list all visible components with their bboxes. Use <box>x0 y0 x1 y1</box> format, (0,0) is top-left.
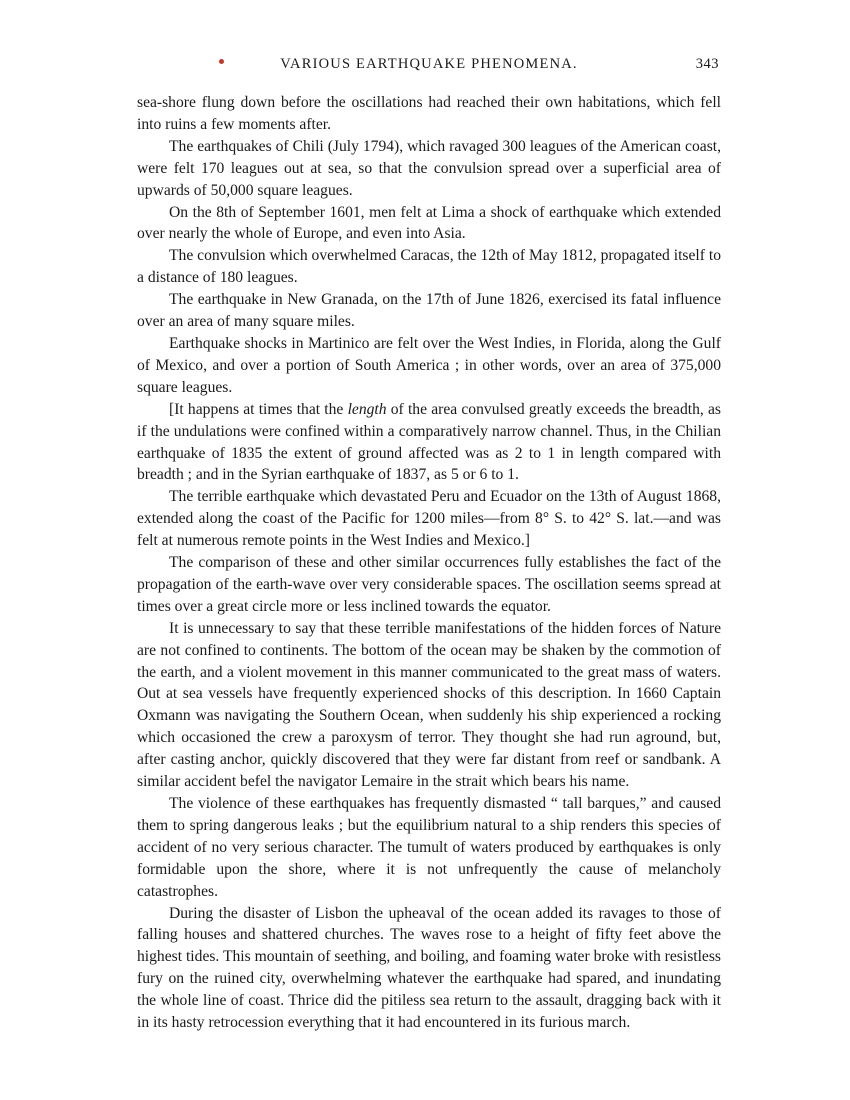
paragraph: sea-shore flung down before the oscillations had reached their own habitations, which fell into ruins a few moments after. <box>137 94 721 133</box>
text-run: of the area convulsed greatly exceeds the breadth, as if the undulations were confined within a comparatively narrow channel. Thus, in the Chilian earthquake of 1835 the extent of ground affected was as 2 to 1 in length compared with breadth ; and in the Syrian earthquake of 1837, as 5 or 6 to 1. <box>137 400 721 484</box>
paragraph <box>137 399 721 487</box>
page-number: 343 <box>695 56 719 72</box>
paragraph: During the disaster of Lisbon the upheaval of the ocean added its ravages to those of falling houses and shattered churches. The waves rose to a height of fifty feet above the highest tides. This mountain of seething, and boiling, and foaming water broke with resistless fury on the ruined city, overwhelming whatever the earthquake had spared, and inundating the whole line of coast. Thrice did the pitiless sea return to the assault, dragging back with it in its hasty retrocession everything that it had encountered in its furious march. <box>137 904 721 1032</box>
paragraph: Earthquake shocks in Martinico are felt over the West Indies, in Florida, along the Gulf of Mexico, and over a portion of South America ; in other words, over an area of 375,000 square leagues. <box>137 334 721 396</box>
emphasis: length <box>347 400 387 418</box>
paragraph: The earthquake in New Granada, on the 17th of June 1826, exercised its fatal influence over an area of many square miles. <box>137 291 721 331</box>
paragraph: It is unnecessary to say that these terrible manifestations of the hidden forces of Nature are not confined to continents. The bottom of the ocean may be shaken by the commotion of the earth, and a violent movement in this manner communicated to the great mass of waters. Out at sea vessels have frequently experienced shocks of this description. In 1660 Captain Oxmann was navigating the Southern Ocean, when suddenly his ship experienced a rocking which occasioned the crew a paroxysm of terror. They thought she had run aground, but, after casting anchor, quickly discovered that they were far distant from reef or sandbank. A similar accident befel the navigator Lemaire in the strait which bears his name. <box>137 619 721 791</box>
running-head-title: VARIOUS EARTHQUAKE PHENOMENA. <box>280 56 578 72</box>
running-head <box>137 56 721 82</box>
text-run: [It happens at times that the <box>169 400 348 418</box>
paragraph: On the 8th of September 1601, men felt at Lima a shock of earthquake which extended over nearly the whole of Europe, and even into Asia. <box>137 203 721 243</box>
paragraph: The violence of these earthquakes has frequently dismasted “ tall barques,” and caused them to spring dangerous leaks ; but the equilibrium natural to a ship renders this species of accident of no very serious character. The tumult of waters produced by earthquakes is only formidable upon the shore, where it is not unfrequently the cause of melancholy catastrophes. <box>137 795 721 900</box>
body-text <box>137 92 721 1034</box>
book-page <box>137 56 721 1034</box>
paragraph: The earthquakes of Chili (July 1794), which ravaged 300 leagues of the American coast, were felt 170 leagues out at sea, so that the convulsion spread over a superficial area of upwards of 50,000 square leagues. <box>137 137 721 199</box>
paragraph: The comparison of these and other similar occurrences fully establishes the fact of the propagation of the earth-wave over very considerable spaces. The oscillation seems spread at times over a great circle more or less inclined towards the equator. <box>137 554 721 615</box>
paragraph: The convulsion which overwhelmed Caracas, the 12th of May 1812, propagated itself to a distance of 180 leagues. <box>137 247 721 287</box>
paragraph: The terrible earthquake which devastated Peru and Ecuador on the 13th of August 1868, extended along the coast of the Pacific for 1200 miles—from 8° S. to 42° S. lat.—and was felt at numerous remote points in the West Indies and Mexico.] <box>137 488 721 550</box>
